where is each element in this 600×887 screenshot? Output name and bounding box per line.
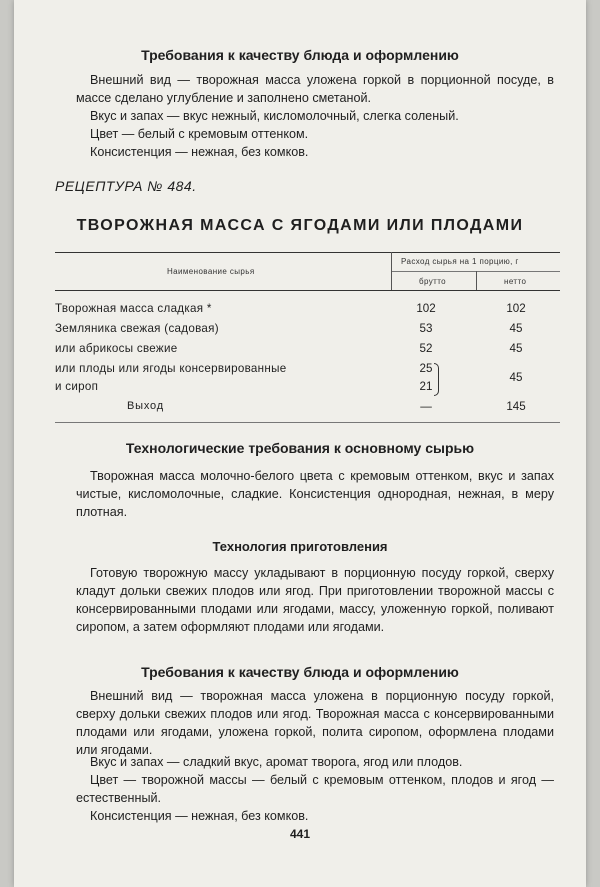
table-cell-net: 45: [509, 322, 523, 335]
taste-paragraph-top: Вкус и запах — вкус нежный, кисломолочный, слегка соленый.: [90, 109, 459, 123]
table-cell-net: 145: [506, 400, 526, 413]
table-header-gross: брутто: [419, 277, 447, 286]
table-cell-gross: 53: [419, 322, 433, 335]
consistency-paragraph-bottom: Консистенция — нежная, без комков.: [90, 809, 309, 823]
raw-material-paragraph: Творожная масса молочно-белого цвета с кремовым оттенком, вкус и запах чистые, кисломолочные, сладкие. Консистенция однородная, нежная, в меру плотная.: [76, 469, 554, 519]
quality-requirements-heading-bottom: Требования к качеству блюда и оформлению: [141, 664, 459, 680]
table-cell-gross: 25: [419, 362, 433, 375]
table-header-name: Наименование сырья: [167, 267, 255, 276]
table-cell-net: 102: [506, 302, 526, 315]
table-row-name: или плоды или ягоды консервированные: [55, 362, 287, 375]
grouping-brace: [434, 363, 439, 396]
preparation-heading: Технология приготовления: [212, 539, 388, 554]
ingredients-table: [55, 252, 560, 422]
color-paragraph-top: Цвет — белый с кремовым оттенком.: [90, 127, 309, 141]
book-page: [14, 0, 586, 887]
table-cell-gross: 102: [416, 302, 436, 315]
table-cell-net: 45: [509, 342, 523, 355]
recipe-title: ТВОРОЖНАЯ МАССА С ЯГОДАМИ ИЛИ ПЛОДАМИ: [76, 217, 524, 234]
color-paragraph-bottom: Цвет — творожной массы — белый с кремовым оттенком, плодов и ягод — естественный.: [76, 773, 554, 805]
taste-paragraph-bottom: Вкус и запах — сладкий вкус, аромат творога, ягод или плодов.: [90, 755, 463, 769]
table-row-name: Земляника свежая (садовая): [55, 322, 219, 335]
page-number: 441: [289, 827, 311, 841]
table-row-name: Творожная масса сладкая *: [55, 302, 212, 315]
table-row-name: Выход: [127, 400, 164, 412]
preparation-paragraph: Готовую творожную массу укладывают в порционную посуду горкой, сверху кладут дольки свежих плодов или ягод. При приготовлении творожной массы с консервированными плодами или ягодами, массу, уложенную горкой, поливают сиропом, а затем оформляют плодами или ягодами.: [76, 566, 554, 634]
table-cell-gross: 52: [419, 342, 433, 355]
table-cell-gross: —: [420, 400, 432, 413]
table-header-usage: Расход сырья на 1 порцию, г: [401, 257, 519, 266]
raw-material-requirements-heading: Технологические требования к основному сырью: [125, 440, 475, 456]
table-row-name: и сироп: [55, 380, 99, 393]
table-cell-net: 45: [509, 371, 523, 384]
table-cell-gross: 21: [419, 380, 433, 393]
recipe-number: РЕЦЕПТУРА № 484.: [55, 178, 197, 194]
table-row-name: или абрикосы свежие: [55, 342, 178, 355]
appearance-paragraph-bottom: Внешний вид — творожная масса уложена в порционную посуду горкой, сверху дольки свежих плодов или ягод. Творожная масса с консервированными плодами или ягодами, уложена горкой, полита сиропом, оформлена плодами или ягодами.: [76, 689, 554, 757]
table-header-net: нетто: [504, 277, 527, 286]
quality-requirements-heading-top: Требования к качеству блюда и оформлению: [141, 47, 459, 63]
consistency-paragraph-top: Консистенция — нежная, без комков.: [90, 145, 309, 159]
appearance-paragraph-top: Внешний вид — творожная масса уложена горкой в порционной посуде, в массе сделано углубление и заполнено сметаной.: [76, 73, 554, 105]
